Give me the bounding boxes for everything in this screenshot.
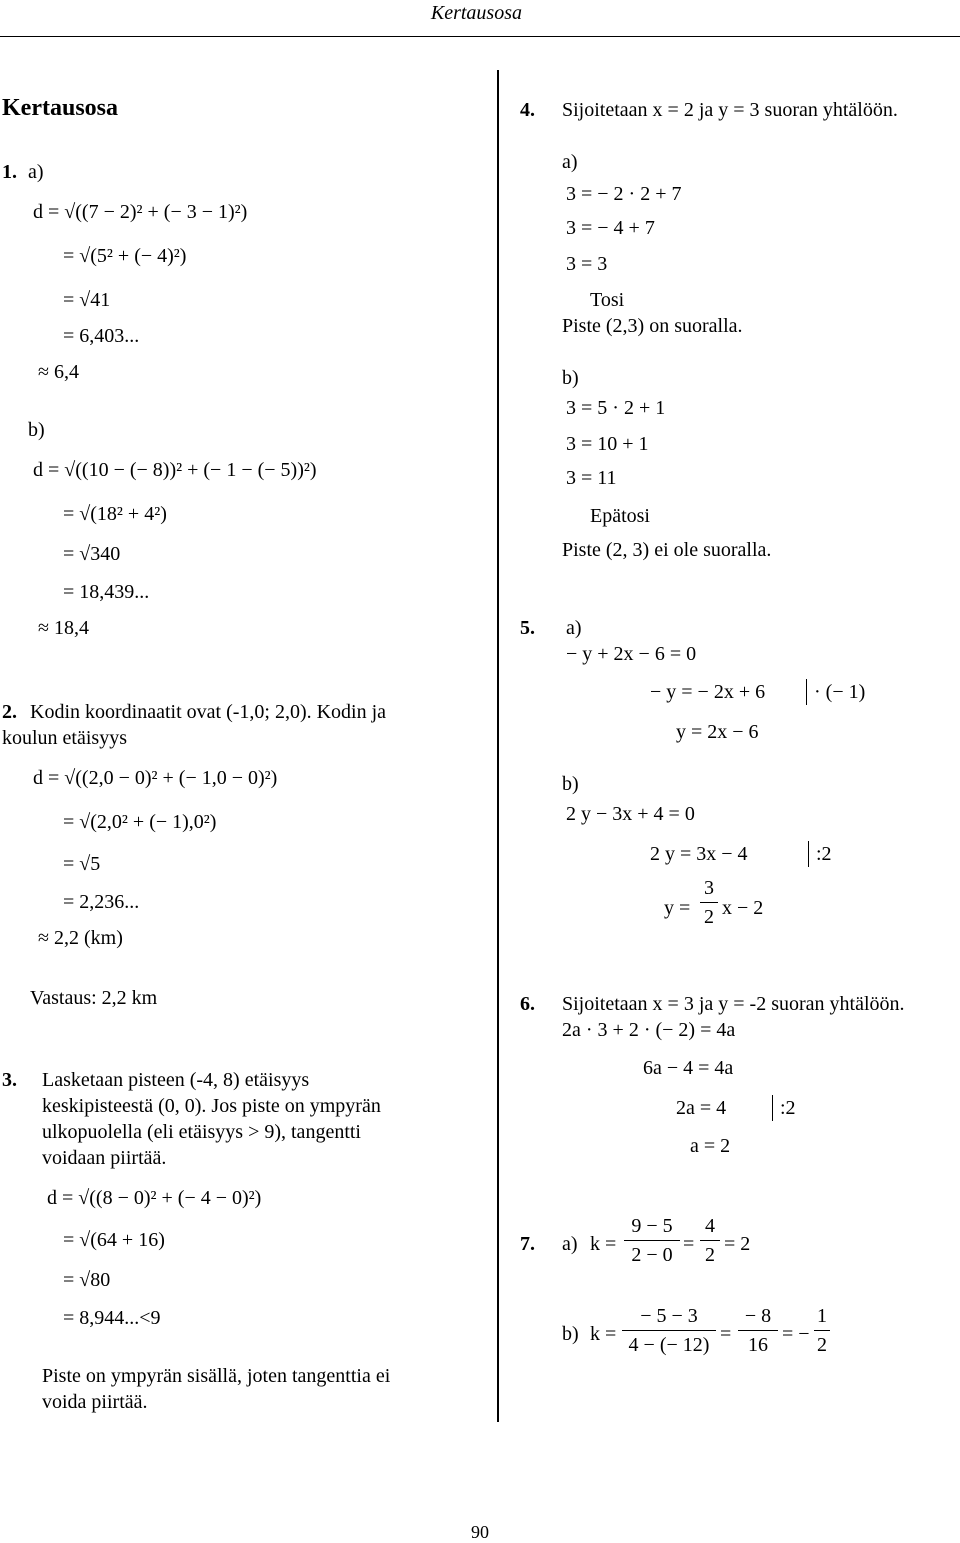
p3-conclusion-1: Piste on ympyrän sisällä, joten tangenttia ei bbox=[42, 1365, 391, 1387]
p7b-fraction-2-bar bbox=[738, 1330, 778, 1331]
p7a-fraction-2-numerator: 4 bbox=[705, 1215, 715, 1237]
p4a-line-3: 3 = 3 bbox=[566, 253, 608, 275]
problem-1-number: 1. bbox=[2, 161, 17, 183]
p5a-label: a) bbox=[566, 617, 582, 639]
p7b-fraction-1 bbox=[622, 1304, 716, 1357]
p1a-line-2: = √(5² + (− 4)²) bbox=[63, 245, 187, 267]
p5b-line-2: 2 y = 3x − 4 bbox=[650, 843, 748, 865]
p1b-line-5: ≈ 18,4 bbox=[38, 617, 89, 639]
p7b-fraction-3-denominator: 2 bbox=[817, 1334, 827, 1356]
problem-7-number: 7. bbox=[520, 1233, 535, 1255]
p3-text-2: keskipisteestä (0, 0). Jos piste on ympyrän bbox=[42, 1095, 381, 1117]
p4a-line-1: 3 = − 2 · 2 + 7 bbox=[566, 183, 682, 205]
p7b-fraction-2-denominator: 16 bbox=[748, 1334, 768, 1356]
problem-3-number: 3. bbox=[2, 1069, 17, 1091]
p6-line-1: 2a · 3 + 2 · (− 2) = 4a bbox=[562, 1019, 736, 1041]
p7a-fraction-2-bar bbox=[700, 1240, 720, 1241]
p2-line-3: = √5 bbox=[63, 853, 101, 875]
p7a-fraction-2 bbox=[700, 1214, 720, 1267]
p7b-fraction-1-numerator: − 5 − 3 bbox=[640, 1305, 698, 1327]
header-title: Kertausosa bbox=[430, 2, 522, 24]
p5b-final-lhs: y = bbox=[664, 897, 691, 919]
p7b-fraction-1-denominator: 4 − (− 12) bbox=[628, 1334, 710, 1356]
p7a-label: a) bbox=[562, 1233, 578, 1255]
p7b-fraction-3-numerator: 1 bbox=[817, 1305, 827, 1327]
p7b-fraction-2 bbox=[738, 1304, 778, 1357]
p7b-label: b) bbox=[562, 1323, 579, 1345]
p2-answer: Vastaus: 2,2 km bbox=[30, 987, 158, 1009]
p7b-lhs: k = bbox=[590, 1323, 617, 1345]
p7a-fraction-1-denominator: 2 − 0 bbox=[631, 1244, 673, 1266]
p4b-conclusion: Piste (2, 3) ei ole suoralla. bbox=[562, 539, 772, 561]
p5a-line-3: y = 2x − 6 bbox=[676, 721, 759, 743]
problem-2-number: 2. bbox=[2, 701, 17, 723]
p3-conclusion-2: voida piirtää. bbox=[42, 1391, 148, 1413]
p5a-line-2: − y = − 2x + 6 bbox=[650, 681, 766, 703]
p2-line-2: = √(2,0² + (− 1),0²) bbox=[63, 811, 217, 833]
p4b-result: Epätosi bbox=[590, 505, 650, 527]
p4a-line-2: 3 = − 4 + 7 bbox=[566, 217, 655, 239]
p5b-fraction-denominator: 2 bbox=[704, 906, 714, 928]
p3-text-1: Lasketaan pisteen (-4, 8) etäisyys bbox=[42, 1069, 310, 1091]
p3-line-2: = √(64 + 16) bbox=[63, 1229, 165, 1251]
p6-line-3: 2a = 4 bbox=[676, 1097, 727, 1119]
p6-operation: :2 bbox=[780, 1097, 796, 1119]
p5b-line-1: 2 y − 3x + 4 = 0 bbox=[566, 803, 695, 825]
p1b-line-4: = 18,439... bbox=[63, 581, 150, 603]
p1b-line-1: d = √((10 − (− 8))² + (− 1 − (− 5))²) bbox=[33, 459, 317, 481]
p6-operation-bar bbox=[772, 1095, 773, 1121]
p1b-line-2: = √(18² + 4²) bbox=[63, 503, 167, 525]
p7a-equals: = bbox=[683, 1233, 695, 1255]
p7a-fraction-2-denominator: 2 bbox=[705, 1244, 715, 1266]
p7a-fraction-1-numerator: 9 − 5 bbox=[631, 1215, 673, 1237]
p5b-operation: :2 bbox=[816, 843, 832, 865]
p7b-fraction-2-numerator: − 8 bbox=[744, 1305, 772, 1327]
page-heading: Kertausosa bbox=[2, 95, 118, 121]
p5b-final-rhs: x − 2 bbox=[722, 897, 764, 919]
page-number: 90 bbox=[471, 1522, 489, 1542]
p2-line-4: = 2,236... bbox=[63, 891, 140, 913]
p1a-line-3: = √41 bbox=[63, 289, 111, 311]
problem-1b-label: b) bbox=[28, 419, 45, 441]
p3-text-3: ulkopuolella (eli etäisyys > 9), tangentti bbox=[42, 1121, 361, 1143]
p4a-label: a) bbox=[562, 151, 578, 173]
p2-text-2: koulun etäisyys bbox=[2, 727, 127, 749]
page-header bbox=[0, 0, 960, 37]
p7a-fraction-1-bar bbox=[624, 1240, 680, 1241]
p3-text-4: voidaan piirtää. bbox=[42, 1147, 167, 1169]
p5a-line-1: − y + 2x − 6 = 0 bbox=[566, 643, 697, 665]
p4a-result: Tosi bbox=[590, 289, 625, 311]
p1a-line-4: = 6,403... bbox=[63, 325, 140, 347]
p4b-line-2: 3 = 10 + 1 bbox=[566, 433, 649, 455]
problem-1a-label: a) bbox=[28, 161, 44, 183]
p7b-fraction-1-bar bbox=[622, 1330, 716, 1331]
p7b-equals-2: = − bbox=[782, 1323, 810, 1345]
p5b-fraction-bar bbox=[700, 902, 718, 903]
p2-text-1: Kodin koordinaatit ovat (-1,0; 2,0). Kodin ja bbox=[30, 701, 387, 723]
p3-line-1: d = √((8 − 0)² + (− 4 − 0)²) bbox=[47, 1187, 262, 1209]
p4a-conclusion: Piste (2,3) on suoralla. bbox=[562, 315, 743, 337]
p1a-line-1: d = √((7 − 2)² + (− 3 − 1)²) bbox=[33, 201, 248, 223]
p5b-fraction-numerator: 3 bbox=[704, 877, 714, 899]
p7a-fraction-1 bbox=[624, 1214, 680, 1267]
p1b-line-3: = √340 bbox=[63, 543, 121, 565]
p7a-lhs: k = bbox=[590, 1233, 617, 1255]
p6-line-2: 6a − 4 = 4a bbox=[643, 1057, 734, 1079]
p1a-line-5: ≈ 6,4 bbox=[38, 361, 79, 383]
p4b-line-1: 3 = 5 · 2 + 1 bbox=[566, 397, 666, 419]
p7b-equals-1: = bbox=[720, 1323, 732, 1345]
p4b-line-3: 3 = 11 bbox=[566, 467, 617, 489]
p5b-operation-bar bbox=[808, 841, 809, 867]
p6-intro: Sijoitetaan x = 3 ja y = -2 suoran yhtälöön. bbox=[562, 993, 905, 1015]
p3-line-4: = 8,944...<9 bbox=[63, 1307, 161, 1329]
p6-line-4: a = 2 bbox=[690, 1135, 731, 1157]
p5b-label: b) bbox=[562, 773, 579, 795]
p4-intro: Sijoitetaan x = 2 ja y = 3 suoran yhtälöön. bbox=[562, 99, 898, 121]
p2-line-1: d = √((2,0 − 0)² + (− 1,0 − 0)²) bbox=[33, 767, 278, 789]
p7b-fraction-3 bbox=[814, 1304, 830, 1357]
problem-6-number: 6. bbox=[520, 993, 535, 1015]
p7b-fraction-3-bar bbox=[814, 1330, 830, 1331]
p5a-operation-bar bbox=[806, 679, 807, 705]
p3-line-3: = √80 bbox=[63, 1269, 111, 1291]
column-divider bbox=[497, 70, 499, 1422]
problem-4-number: 4. bbox=[520, 99, 535, 121]
p5a-operation: · (− 1) bbox=[814, 681, 866, 703]
p5b-fraction bbox=[700, 876, 718, 929]
problem-5-number: 5. bbox=[520, 617, 535, 639]
p2-line-5: ≈ 2,2 (km) bbox=[38, 927, 123, 949]
p4b-label: b) bbox=[562, 367, 579, 389]
p7a-result: = 2 bbox=[724, 1233, 751, 1255]
